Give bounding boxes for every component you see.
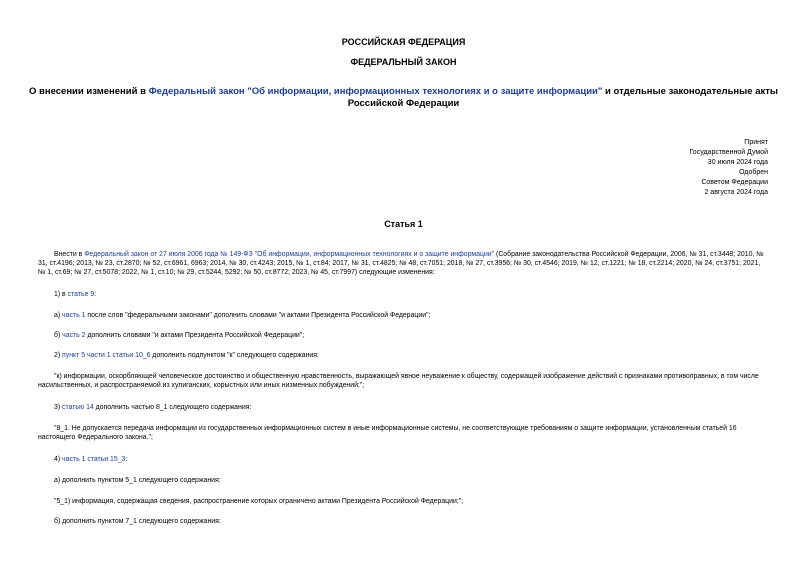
item-4: 4) часть 1 статьи 15_3: bbox=[54, 456, 128, 463]
adoption-line: Государственной Думой bbox=[689, 148, 768, 156]
article-9-link[interactable]: статье 9 bbox=[67, 291, 95, 298]
part-8-1: "8_1. Не допускается передача информации из государственных информационных систем в иные информационные системы, не соответствующие требованиям о защите информации, установленным статьей 16 настоящего Федерального закона."; bbox=[38, 425, 737, 442]
adoption-line: 2 августа 2024 года bbox=[704, 188, 768, 196]
article-15-3-link[interactable]: часть 1 статьи 15_3 bbox=[62, 456, 126, 463]
adoption-block bbox=[568, 138, 768, 197]
item-4b: б) дополнить пунктом 7_1 следующего содержания: bbox=[54, 518, 221, 525]
adoption-line: Одобрен bbox=[739, 168, 768, 176]
article-14-link[interactable]: статью 14 bbox=[62, 404, 94, 411]
article-heading: Статья 1 bbox=[384, 219, 423, 229]
title-law-link[interactable]: Федеральный закон "Об информации, информационных технологиях и о защите информации" bbox=[148, 86, 603, 97]
item-2: 2) пункт 5 части 1 статьи 10_6 дополнить подпунктом "к" следующего содержания: bbox=[54, 352, 319, 359]
intro-paragraph: Внести в Федеральный закон от 27 июля 2006 года № 149-ФЗ "Об информации, информационных технологиях и о защите информации" (Собрание законодательства Российской Федерации, 2006, № 31, ст.3448; 2010, № 31, ст.4196; 2013, № 23, ст.2870; № 52, ст.6961, 6963; 2014, № 30, ст.4243; 2015, № 1, ст.84; 2017, № 31, ст.4825; № 48, ст.7051; 2018, № 27, ст.3956; № 30, ст.4546; 2019, № 12, ст.1221; № 18, ст.2214; 2020, № 24, ст.3751; 2021, № 1, ст.69; № 27, ст.5078; 2022, № 1, ст.10; № 29, ст.5244, 5292; № 50, ст.8772; 2023, № 45, ст.7997) следующие изменения: bbox=[38, 251, 764, 277]
part-2-link[interactable]: часть 2 bbox=[62, 332, 86, 339]
adoption-line: Принят bbox=[744, 139, 768, 146]
law-title bbox=[0, 86, 807, 110]
item-1b: б) часть 2 дополнить словами "и актами Президента Российской Федерации"; bbox=[54, 332, 305, 339]
article-10-6-link[interactable]: пункт 5 части 1 статьи 10_6 bbox=[62, 352, 151, 359]
law-149-link[interactable]: Федеральный закон от 27 июля 2006 года № 149-ФЗ "Об информации, информационных технологиях и о защите информации" bbox=[84, 251, 495, 258]
part-1-link[interactable]: часть 1 bbox=[62, 312, 86, 319]
subitem-k: "к) информации, оскорбляющей человеческое достоинство и общественную нравственность, выражающей явное неуважение к обществу, содержащей изображение действий с признаками противоправных, в том числе насильственных, и распространяемой из хулиганских, корыстных или иных низменных побуждений;"; bbox=[38, 373, 759, 390]
title-line2: Российской Федерации bbox=[347, 98, 460, 109]
adoption-line: Советом Федерации bbox=[701, 178, 768, 186]
title-suffix: и отдельные законодательные акты bbox=[602, 86, 778, 97]
country-heading: РОССИЙСКАЯ ФЕДЕРАЦИЯ bbox=[341, 37, 466, 47]
point-5-1: "5_1) информация, содержащая сведения, распространение которых ограничено актами Президента Российской Федерации;"; bbox=[54, 498, 464, 505]
adoption-line: 30 июля 2024 года bbox=[707, 158, 768, 166]
item-3: 3) статью 14 дополнить частью 8_1 следующего содержания: bbox=[54, 404, 252, 411]
item-4a: а) дополнить пунктом 5_1 следующего содержания: bbox=[54, 477, 221, 484]
title-prefix: О внесении изменений в bbox=[28, 86, 149, 97]
item-1: 1) в статье 9: bbox=[54, 291, 97, 298]
doc-type-heading: ФЕДЕРАЛЬНЫЙ ЗАКОН bbox=[350, 57, 457, 67]
item-1a: а) часть 1 после слов "федеральными законами" дополнить словами "и актами Президента Российской Федерации"; bbox=[54, 312, 431, 319]
